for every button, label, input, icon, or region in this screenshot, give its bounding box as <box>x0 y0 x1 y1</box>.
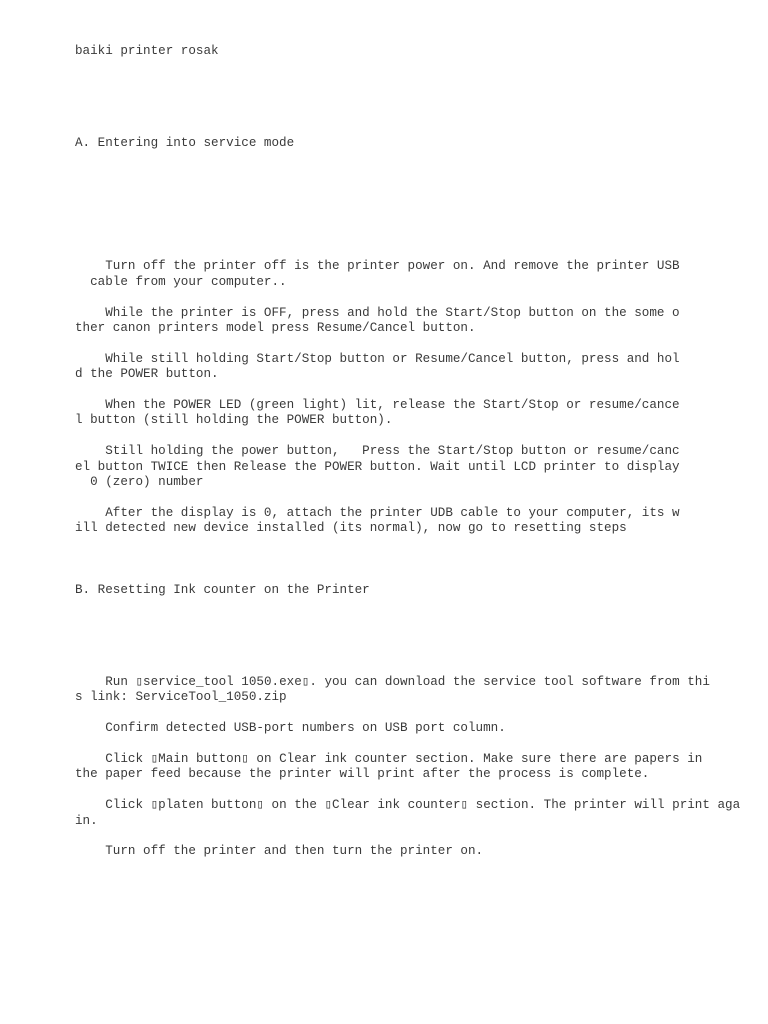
step-text-line: l button (still holding the POWER button). <box>75 413 393 428</box>
section-a-heading: A. Entering into service mode <box>75 136 295 151</box>
spacer <box>75 490 755 505</box>
section-b-step <box>75 752 755 798</box>
step-text-line: While the printer is OFF, press and hold the Start/Stop button on the some o <box>75 305 680 320</box>
document-title: baiki printer rosak <box>75 43 219 58</box>
section-b-step <box>75 798 755 844</box>
step-text-line: ther canon printers model press Resume/Cancel button. <box>75 320 476 335</box>
step-text-line: Still holding the power button, Press the Start/Stop button or resume/canc <box>75 444 680 459</box>
section-a-step <box>75 352 755 398</box>
step-text-line: cable from your computer.. <box>75 274 287 289</box>
step-text-line: While still holding Start/Stop button or Resume/Cancel button, press and hol <box>75 351 680 366</box>
section-a-step <box>75 506 755 552</box>
step-text-line: Click ▯Main button▯ on Clear ink counter section. Make sure there are papers in <box>75 752 703 767</box>
section-a-step <box>75 306 755 352</box>
spacer <box>75 783 755 798</box>
spacer <box>75 336 755 351</box>
spacer <box>75 629 755 644</box>
section-b-step <box>75 721 755 752</box>
step-text-line: d the POWER button. <box>75 367 219 382</box>
step-text-line: Click ▯platen button▯ on the ▯Clear ink counter▯ section. The printer will print aga <box>75 798 741 813</box>
step-text-line: the paper feed because the printer will print after the process is complete. <box>75 767 650 782</box>
step-text-line: el button TWICE then Release the POWER button. Wait until LCD printer to display <box>75 459 680 474</box>
document-body <box>75 13 755 906</box>
spacer <box>75 737 755 752</box>
section-a-step <box>75 398 755 444</box>
step-text-line: When the POWER LED (green light) lit, release the Start/Stop or resume/cance <box>75 397 680 412</box>
section-b-step <box>75 844 755 875</box>
spacer <box>75 429 755 444</box>
section-b-step <box>75 675 755 721</box>
step-text-line: 0 (zero) number <box>75 474 204 489</box>
step-text-line: After the display is 0, attach the printer UDB cable to your computer, its w <box>75 505 680 520</box>
step-text-line: Turn off the printer and then turn the printer on. <box>75 844 484 859</box>
spacer <box>75 90 755 105</box>
spacer <box>75 383 755 398</box>
step-text-line: Turn off the printer off is the printer power on. And remove the printer USB <box>75 259 680 274</box>
step-text-line: s link: ServiceTool_1050.zip <box>75 690 287 705</box>
section-a-step <box>75 259 755 305</box>
step-text-line: Confirm detected USB-port numbers on USB port column. <box>75 721 506 736</box>
spacer <box>75 290 755 305</box>
spacer <box>75 182 755 228</box>
step-text-line: Run ▯service_tool 1050.exe▯. you can download the service tool software from thi <box>75 675 710 690</box>
spacer <box>75 536 755 551</box>
section-a-steps <box>75 259 755 551</box>
spacer <box>75 706 755 721</box>
spacer <box>75 829 755 844</box>
spacer <box>75 860 755 875</box>
step-text-line: in. <box>75 813 98 828</box>
section-a-step <box>75 444 755 506</box>
section-b-heading: B. Resetting Ink counter on the Printer <box>75 582 370 597</box>
section-b-steps <box>75 675 755 875</box>
step-text-line: ill detected new device installed (its normal), now go to resetting steps <box>75 521 627 536</box>
